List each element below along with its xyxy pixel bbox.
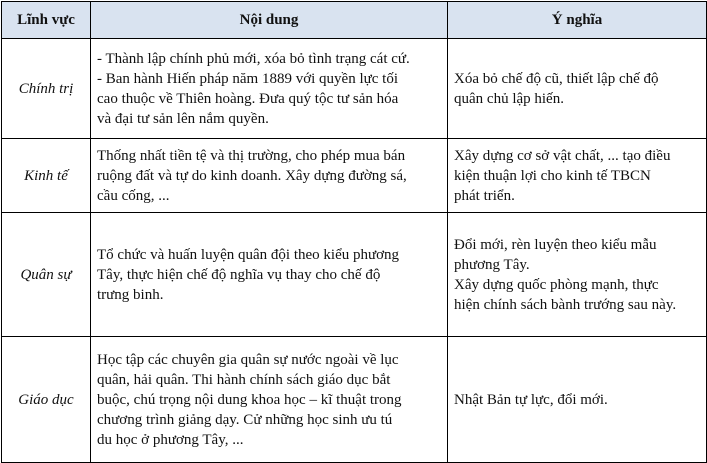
text-line: Thống nhất tiền tệ và thị trường, cho phép mua bán — [97, 147, 406, 164]
text-line: Xây dựng cơ sở vật chất, ... tạo điều — [454, 147, 671, 164]
text-line: - Ban hành Hiến pháp năm 1889 với quyền lực tối — [97, 70, 399, 87]
text-line: phát triển. — [454, 187, 515, 204]
text-line: Đổi mới, rèn luyện theo kiểu mẫu — [454, 236, 657, 253]
text-line: Tổ chức và huấn luyện quân đội theo kiểu phương — [97, 246, 400, 263]
meaning-cell — [448, 139, 707, 213]
text-line: Tây, thực hiện chế độ nghĩa vụ thay cho chế độ — [97, 266, 381, 283]
text-line: quân, hải quân. Thi hành chính sách giáo dục bắt — [97, 371, 391, 388]
table-row-education — [2, 337, 707, 463]
text-line: cầu cống, ... — [97, 187, 170, 204]
text-line: Xóa bỏ chế độ cũ, thiết lập chế độ — [454, 70, 659, 87]
field-cell: Kinh tế — [2, 139, 91, 213]
meaning-cell — [448, 39, 707, 139]
text-line: kiện thuận lợi cho kinh tế TBCN — [454, 167, 651, 184]
content-cell — [91, 213, 448, 337]
text-line: - Thành lập chính phủ mới, xóa bỏ tình trạng cát cứ. — [97, 50, 410, 67]
content-cell — [91, 139, 448, 213]
text-line: phương Tây. — [454, 256, 530, 273]
text-line: hiện chính sách bành trướng sau này. — [454, 296, 677, 313]
header-row — [2, 2, 707, 39]
text-line: cao thuộc về Thiên hoàng. Đưa quý tộc tư sản hóa — [97, 90, 399, 107]
content-cell — [91, 39, 448, 139]
header-meaning: Ý nghĩa — [448, 2, 707, 39]
field-cell: Chính trị — [2, 39, 91, 139]
header-field: Lĩnh vực — [2, 2, 91, 39]
header-content: Nội dung — [91, 2, 448, 39]
text-line: ruộng đất và tự do kinh doanh. Xây dựng đường sá, — [97, 167, 407, 184]
text-line: Xây dựng quốc phòng mạnh, thực — [454, 276, 659, 293]
text-line: buộc, chú trọng nội dung khoa học – kĩ thuật trong — [97, 391, 402, 408]
text-line: và đại tư sản lên nắm quyền. — [97, 110, 269, 127]
reform-table — [1, 1, 707, 463]
text-line: chương trình giảng dạy. Cử những học sinh ưu tú — [97, 411, 393, 428]
meaning-cell — [448, 213, 707, 337]
table-row-military — [2, 213, 707, 337]
text-line: du học ở phương Tây, ... — [97, 431, 244, 448]
field-cell: Giáo dục — [2, 337, 91, 463]
text-line: trưng binh. — [97, 286, 164, 303]
text-line: quân chủ lập hiến. — [454, 90, 564, 107]
field-cell: Quân sự — [2, 213, 91, 337]
text-line: Học tập các chuyên gia quân sự nước ngoài về lục — [97, 351, 399, 368]
table-row-politics — [2, 39, 707, 139]
content-cell — [91, 337, 448, 463]
table-row-economy — [2, 139, 707, 213]
meaning-cell — [448, 337, 707, 463]
text-line: Nhật Bản tự lực, đổi mới. — [454, 391, 608, 408]
